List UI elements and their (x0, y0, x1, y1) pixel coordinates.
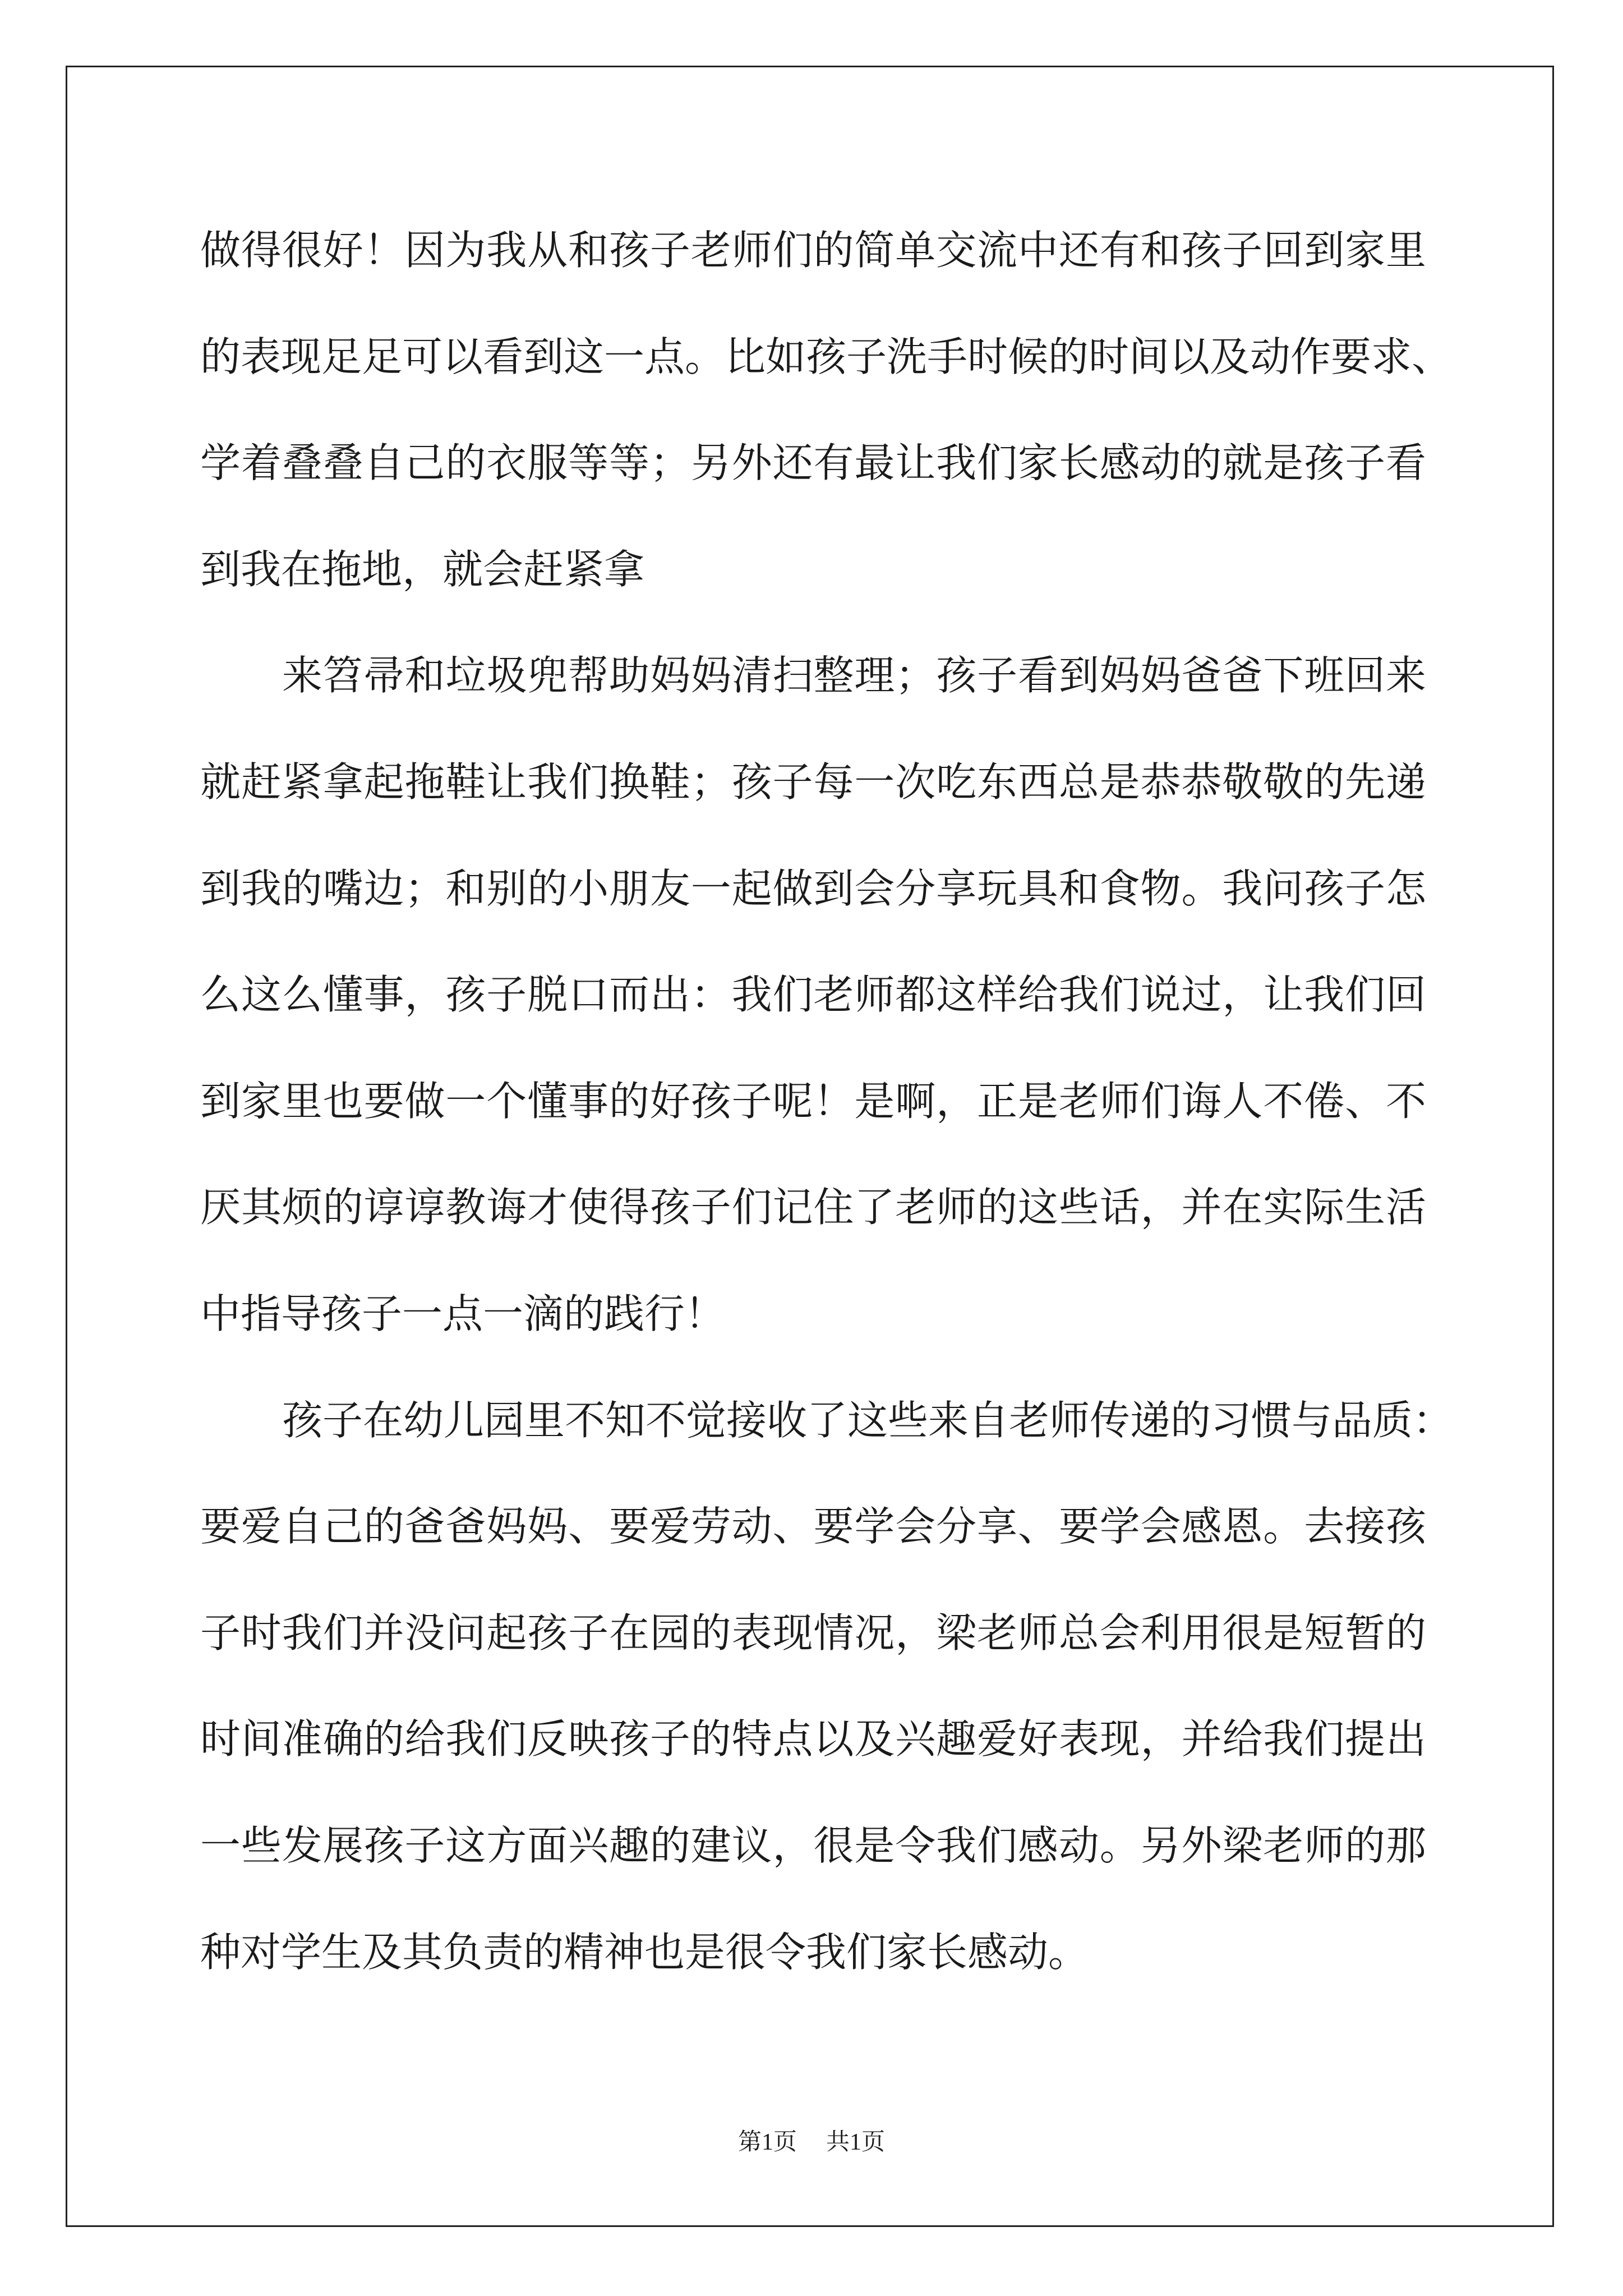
paragraph-line: 的表现足足可以看到这一点。比如孩子洗手时候的时间以及动作要求、 (200, 334, 1453, 380)
paragraph-line: 要爱自己的爸爸妈妈、要爱劳动、要学会分享、要学会感恩。去接孩 (200, 1504, 1426, 1550)
paragraph (200, 198, 1453, 623)
paragraph-line: 学着叠叠自己的衣服等等；另外还有最让我们家长感动的就是孩子看 (200, 441, 1426, 486)
paragraph-line: 中指导孩子一点一滴的践行！ (200, 1291, 726, 1337)
paragraph-line: 厌其烦的谆谆教诲才使得孩子们记住了老师的这些话，并在实际生活 (200, 1185, 1426, 1231)
paragraph-line: 就赶紧拿起拖鞋让我们换鞋；孩子每一次吃东西总是恭恭敬敬的先递 (200, 760, 1426, 805)
page-footer (0, 2125, 1623, 2159)
paragraph-line: 到我的嘴边；和别的小朋友一起做到会分享玩具和食物。我问孩子怎 (200, 866, 1426, 912)
paragraph (200, 1368, 1454, 2007)
page-number-total: 共1页 (826, 2129, 886, 2155)
paragraph (200, 623, 1426, 1368)
paragraph-line: 做得很好！因为我从和孩子老师们的简单交流中还有和孩子回到家里 (200, 228, 1426, 273)
paragraph-line: 一些发展孩子这方面兴趣的建议，很是令我们感动。另外梁老师的那 (200, 1823, 1426, 1869)
paragraph-line: 到我在拖地，就会赶紧拿 (200, 547, 645, 592)
paragraph-line: 到家里也要做一个懂事的好孩子呢！是啊，正是老师们诲人不倦、不 (200, 1079, 1426, 1124)
paragraph-line: 种对学生及其负责的精神也是很令我们家长感动。 (200, 1930, 1089, 1975)
paragraph-line: 么这么懂事，孩子脱口而出：我们老师都这样给我们说过，让我们回 (200, 973, 1426, 1018)
page-number-current: 第1页 (737, 2129, 797, 2155)
document-body (200, 198, 1454, 2006)
paragraph-line: 时间准确的给我们反映孩子的特点以及兴趣爱好表现，并给我们提出 (200, 1717, 1426, 1763)
paragraph-line: 子时我们并没问起孩子在园的表现情况，梁老师总会利用很是短暂的 (200, 1611, 1426, 1656)
paragraph-line: 孩子在幼儿园里不知不觉接收了这些来自老师传递的习惯与品质： (282, 1398, 1454, 1443)
paragraph-line: 来笤帚和垃圾兜帮助妈妈清扫整理；孩子看到妈妈爸爸下班回来 (282, 654, 1426, 699)
